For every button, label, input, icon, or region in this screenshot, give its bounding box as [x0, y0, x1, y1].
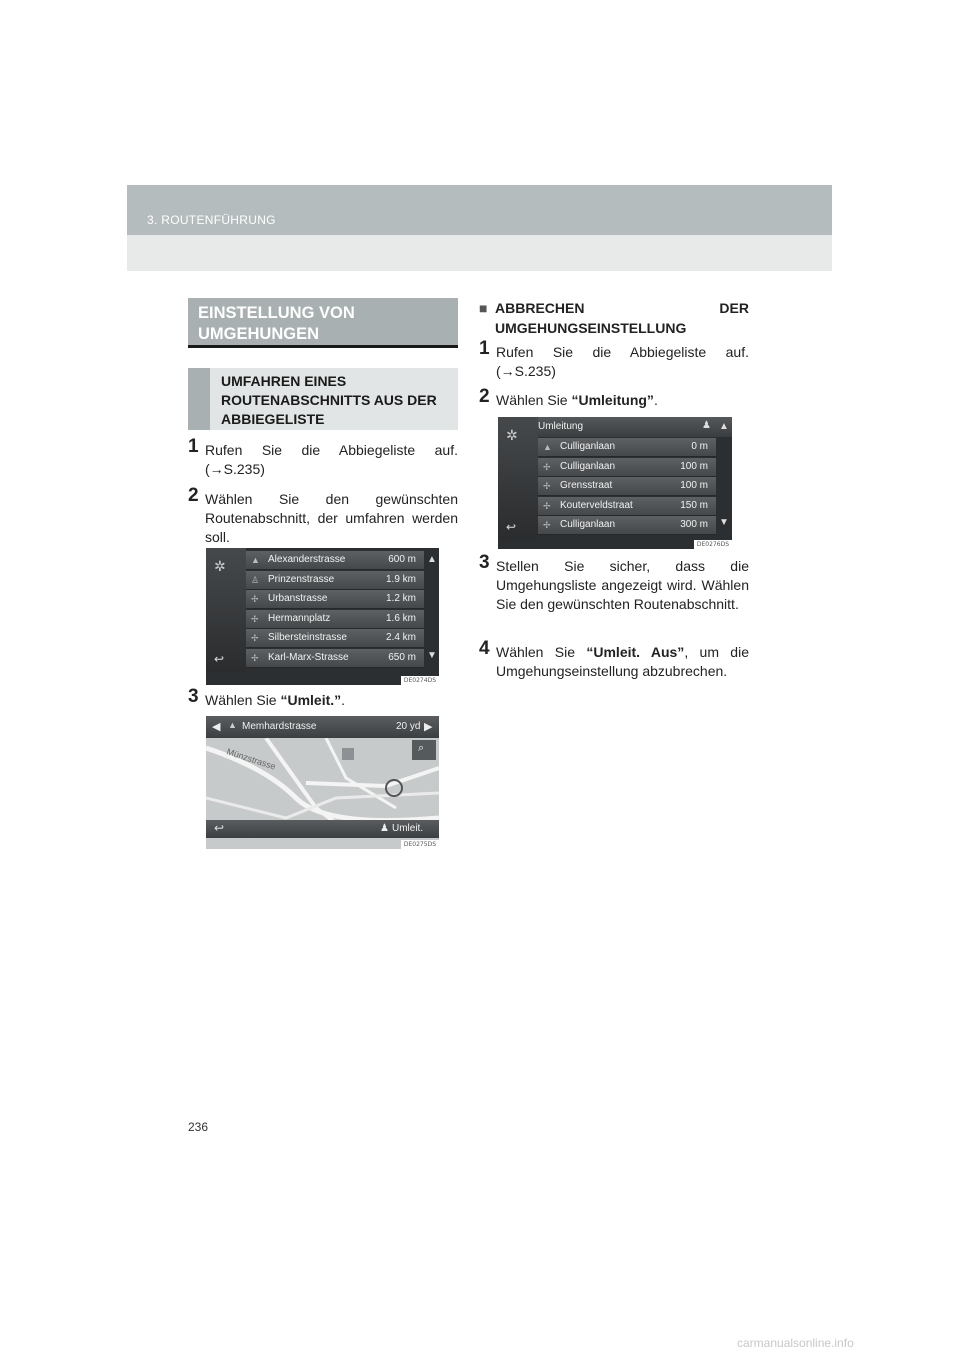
- arrow-up-icon: ▲: [251, 555, 260, 565]
- street-name: Hermannplatz: [268, 612, 331, 624]
- list-item[interactable]: [246, 610, 424, 629]
- street-name: Memhardstrasse: [242, 721, 317, 732]
- right-heading: ■ ABBRECHEN DER UMGEHUNGSEINSTELLUNG: [479, 300, 749, 336]
- scroll-up-icon: ▲: [719, 421, 729, 432]
- left-step-1: 1 Rufen Sie die Abbiegeliste auf. (→S.235): [188, 436, 458, 477]
- zoom-button: [412, 740, 436, 760]
- back-arrow-icon: ↩: [214, 652, 225, 666]
- street-name: Kouterveldstraat: [560, 499, 633, 511]
- chapter-header: [127, 185, 832, 235]
- watermark: carmanualsonline.info: [737, 1336, 854, 1350]
- image-code: DE0275DS: [401, 840, 439, 849]
- header-band: [127, 235, 832, 271]
- turn-icon: ✢: [251, 594, 259, 605]
- turn-icon: ✢: [543, 461, 551, 472]
- street-distance: 0 m: [691, 441, 708, 452]
- street-distance: 1.6 km: [385, 612, 416, 624]
- turn-icon: ✢: [543, 500, 551, 511]
- street-distance: 2.4 km: [385, 632, 416, 644]
- back-arrow-icon: ↩: [214, 821, 225, 835]
- turn-icon: ✢: [543, 520, 551, 531]
- list-item[interactable]: [538, 438, 716, 457]
- list-item[interactable]: [538, 497, 716, 516]
- section-title: EINSTELLUNG VON UMGEHUNGEN: [188, 298, 458, 348]
- subsection-title: UMFAHREN EINES ROUTENABSCHNITTS AUS DER ABBIEGELISTE: [188, 368, 458, 430]
- detour-list-screenshot: [498, 417, 732, 549]
- list-item[interactable]: [246, 649, 424, 668]
- street-name: Culliganlaan: [560, 460, 616, 472]
- list-item[interactable]: [246, 571, 424, 590]
- turn-icon: ♙: [251, 574, 260, 585]
- scroll-down-icon: ▼: [719, 517, 729, 528]
- right-step-3: 3 Stellen Sie sicher, dass die Umgehungsliste angezeigt wird. Wählen Sie den gewünschten Routenabschnitt.: [479, 552, 749, 612]
- chapter-title: 3. ROUTENFÜHRUNG: [147, 213, 276, 227]
- turn-arrow-icon: ▲: [228, 720, 237, 730]
- street-distance: 1.2 km: [385, 593, 416, 605]
- arrow-up-icon: ▲: [543, 442, 552, 452]
- right-step-2: 2 Wählen Sie “Umleitung”.: [479, 386, 658, 408]
- list-item[interactable]: [538, 516, 716, 535]
- detour-button-label: Umleit.: [392, 823, 424, 834]
- list-item[interactable]: [538, 458, 716, 477]
- list-title: Umleitung: [538, 421, 584, 432]
- street-distance: 100 m: [680, 460, 708, 472]
- map-screenshot: [206, 716, 439, 849]
- left-step-2: 2 Wählen Sie den gewünschten Routenabschnitt, der umfahren werden soll.: [188, 485, 458, 545]
- next-arrow-icon: ▶: [424, 721, 433, 733]
- street-name: Alexanderstrasse: [268, 554, 346, 565]
- scroll-up-icon: ▲: [427, 554, 437, 565]
- image-code: DE0274DS: [401, 676, 439, 685]
- street-distance: 20 yd: [396, 721, 421, 732]
- detour-person-icon: ♟: [702, 420, 711, 431]
- street-distance: 600 m: [388, 554, 416, 565]
- subsection-bar: [188, 368, 210, 430]
- street-name: Urbanstrasse: [268, 593, 328, 605]
- map-street-label: Münzstrasse: [225, 746, 278, 772]
- turn-icon: ✢: [251, 613, 259, 624]
- street-name: Prinzenstrasse: [268, 573, 335, 585]
- left-step-3: 3 Wählen Sie “Umleit.”.: [188, 686, 346, 708]
- street-name: Culliganlaan: [560, 519, 616, 531]
- street-name: Grensstraat: [560, 480, 613, 492]
- detour-person-icon: ♟: [380, 823, 389, 834]
- street-name: Culliganlaan: [560, 441, 616, 452]
- list-item[interactable]: [538, 477, 716, 496]
- turn-list-screenshot: [206, 548, 439, 685]
- magnifier-icon: ⌕: [418, 742, 425, 754]
- list-item[interactable]: [246, 629, 424, 648]
- turn-icon: ✢: [251, 633, 259, 644]
- turn-icon: ✢: [251, 653, 259, 663]
- street-name: Karl-Marx-Strasse: [268, 652, 349, 663]
- settings-gear-icon: ✲: [506, 427, 518, 443]
- list-item[interactable]: [246, 551, 424, 570]
- right-step-1: 1 Rufen Sie die Abbiegeliste auf. (→S.235): [479, 338, 749, 379]
- street-distance: 300 m: [680, 519, 708, 531]
- street-distance: 150 m: [680, 499, 708, 511]
- prev-arrow-icon: ◀: [212, 721, 221, 733]
- street-distance: 650 m: [388, 652, 416, 663]
- street-name: Silbersteinstrasse: [268, 632, 347, 644]
- settings-gear-icon: ✲: [214, 558, 226, 574]
- image-code: DE0276DS: [694, 540, 732, 549]
- street-distance: 1.9 km: [385, 573, 416, 585]
- right-step-4: 4 Wählen Sie “Umleit. Aus”, um die Umgehungseinstellung abzubrechen.: [479, 638, 749, 679]
- turn-icon: ✢: [543, 481, 551, 492]
- list-item[interactable]: [246, 590, 424, 609]
- scroll-down-icon: ▼: [427, 650, 437, 661]
- back-arrow-icon: ↩: [506, 520, 517, 534]
- street-distance: 100 m: [680, 480, 708, 492]
- page-number: 236: [188, 1120, 209, 1134]
